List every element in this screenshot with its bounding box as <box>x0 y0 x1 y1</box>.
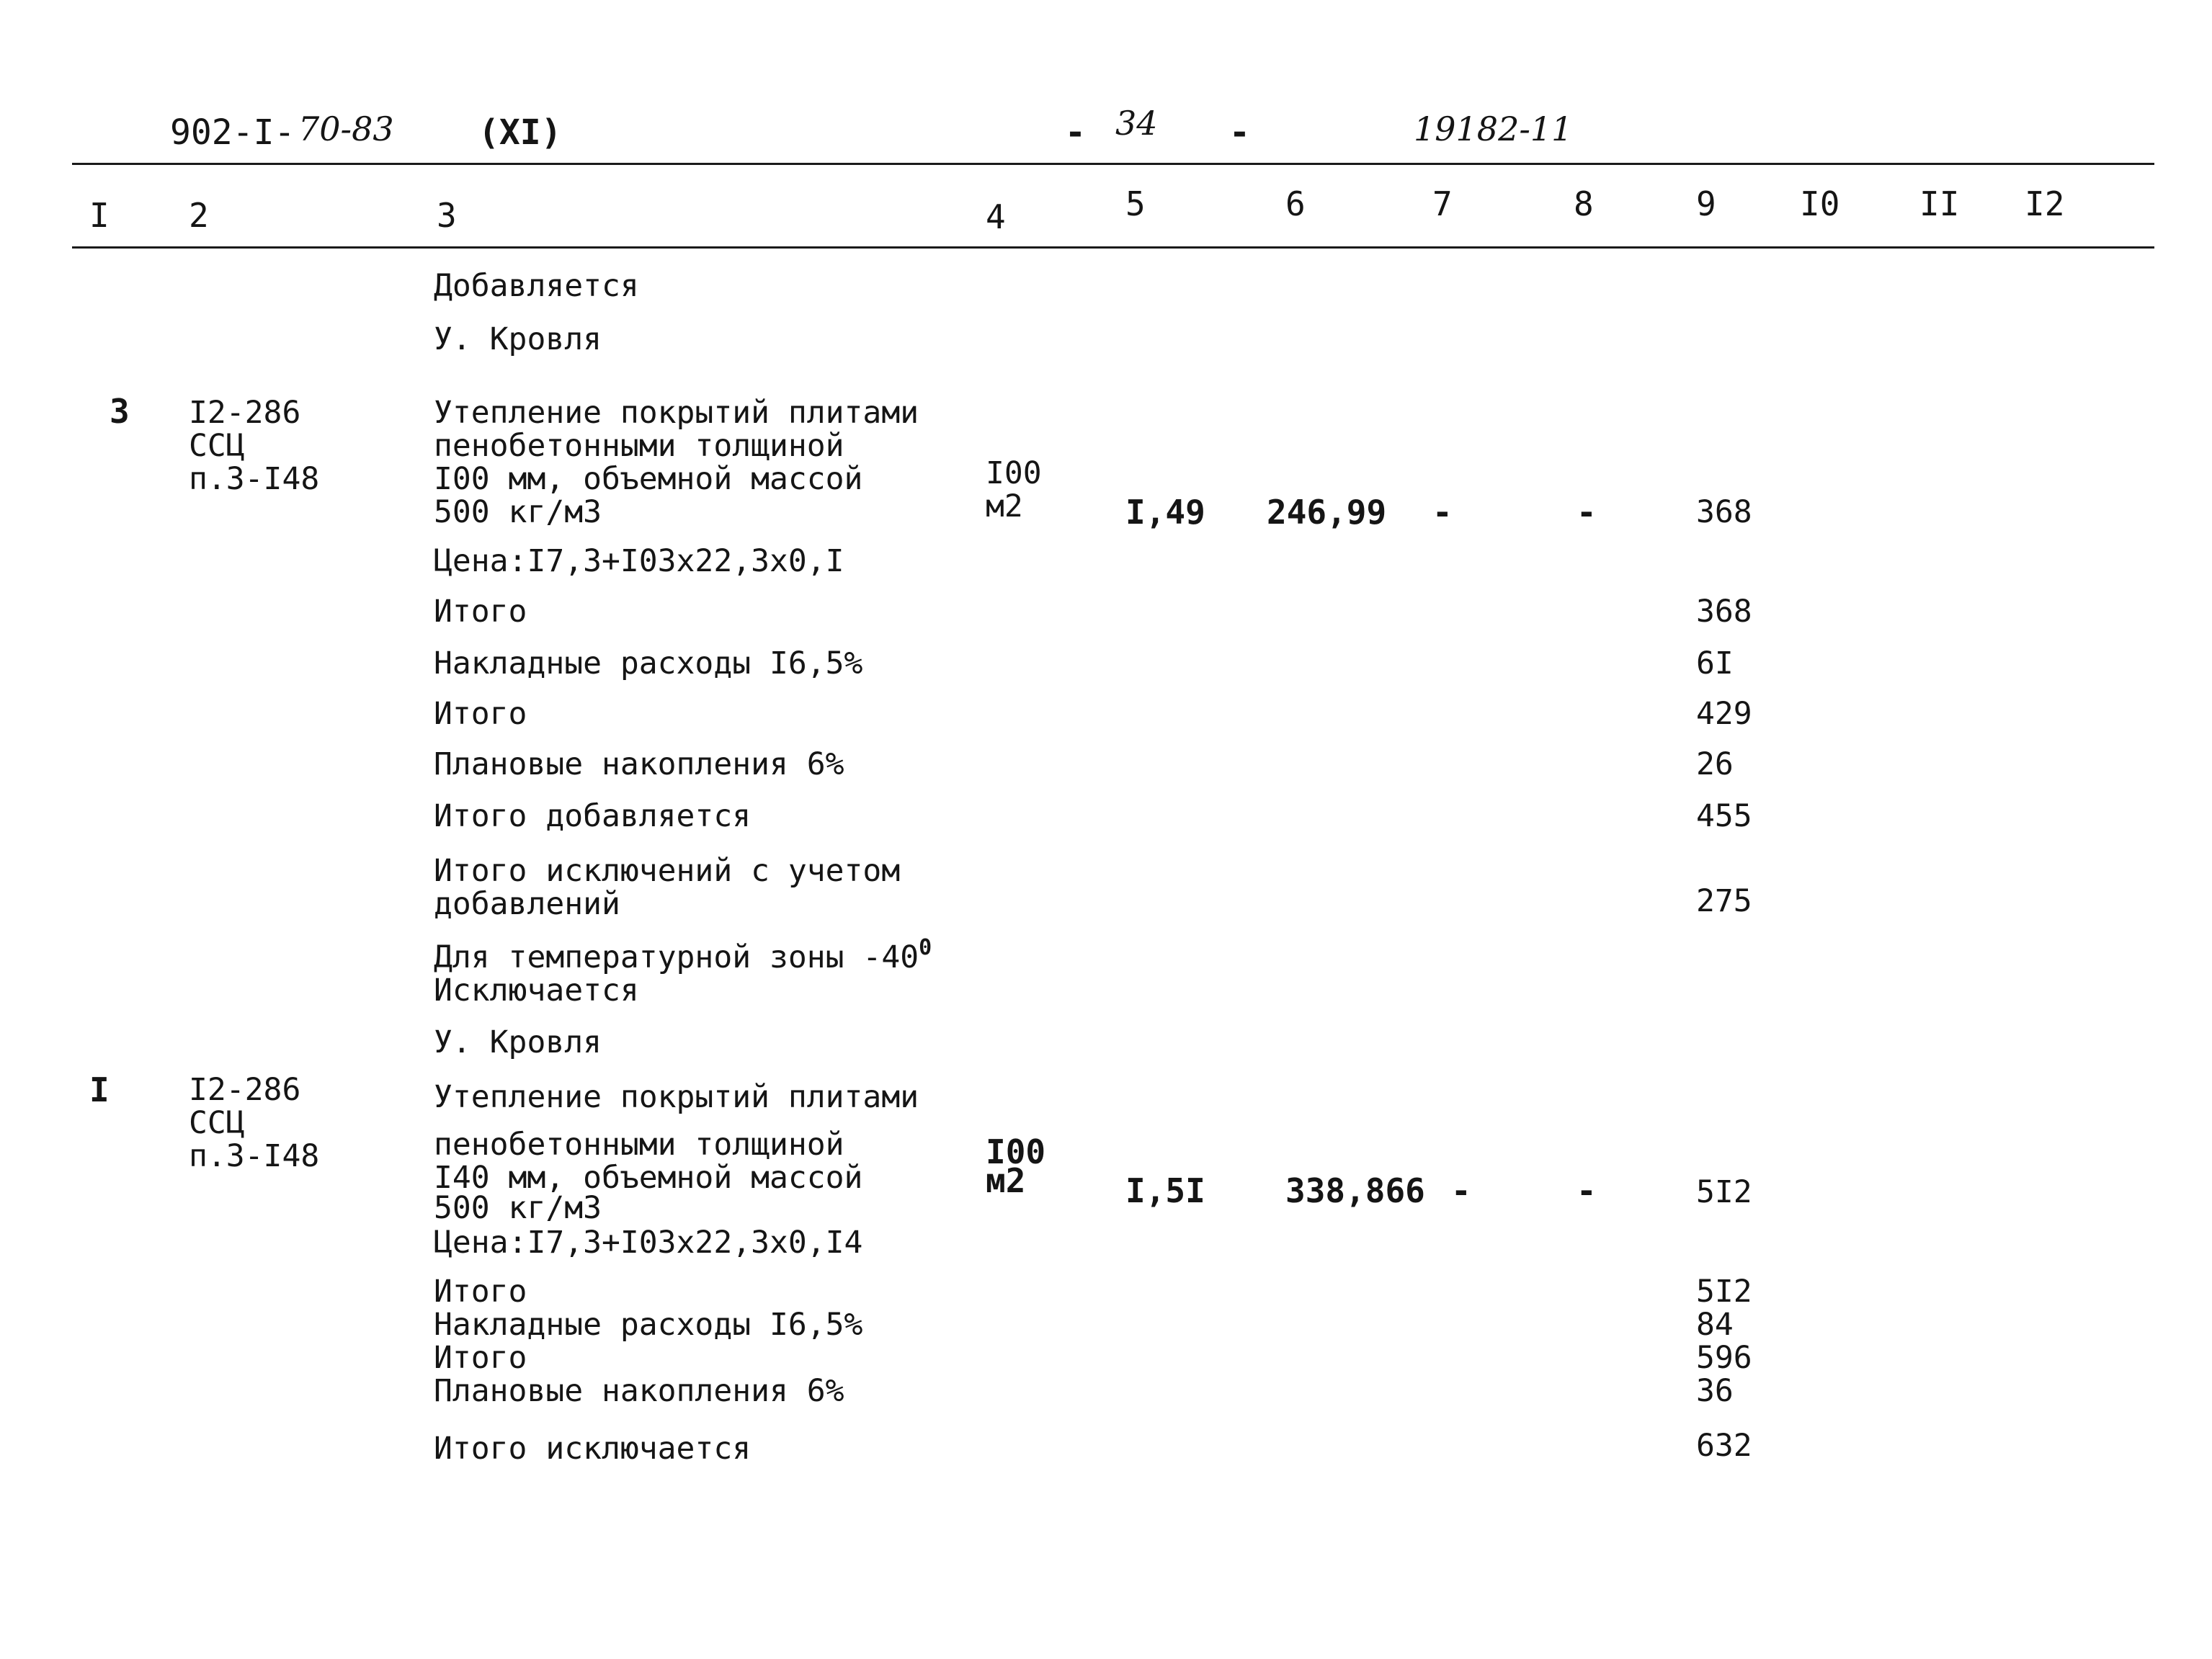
temperature-zone-text: Для температурной зоны -40 <box>434 939 919 975</box>
unit: I00 <box>986 1132 1046 1171</box>
summary-label: Плановые накопления 6% <box>434 746 844 782</box>
degree-mark: 0 <box>919 935 932 960</box>
inventory-number: 19182-11 <box>1414 109 1573 148</box>
unit: м2 <box>986 488 1023 524</box>
summary-value: 368 <box>1696 594 1752 630</box>
column-8-value: - <box>1577 493 1597 532</box>
column-7-value: - <box>1451 1171 1471 1210</box>
final-total-value: 632 <box>1696 1428 1752 1464</box>
total-cost: 368 <box>1696 494 1752 530</box>
column-header: 4 <box>986 197 1006 236</box>
header-rule-bottom <box>72 246 2154 249</box>
summary-value: 596 <box>1696 1340 1752 1376</box>
summary-label: Накладные расходы I6,5% <box>434 1307 863 1343</box>
summary-label: Плановые накопления 6% <box>434 1373 844 1409</box>
summary-label: Итого <box>434 594 527 630</box>
summary-value: 84 <box>1696 1307 1734 1343</box>
rate-code: ССЦ <box>189 1105 245 1141</box>
column-header: 2 <box>189 196 209 235</box>
price-formula: Цена:I7,3+I03х22,3х0,I <box>434 543 844 579</box>
column-header: II <box>1919 184 1960 223</box>
exclusions-total-label: Итого исключений с учетом <box>434 853 901 889</box>
column-header: 3 <box>437 196 457 235</box>
added-heading: Добавляется <box>434 268 639 304</box>
work-description: пенобетонными толщиной <box>434 1127 844 1163</box>
column-header: 9 <box>1696 184 1716 223</box>
document-code: 902-I- <box>170 112 295 153</box>
unit-price: 338,866 <box>1285 1171 1425 1210</box>
column-7-value: - <box>1432 493 1453 532</box>
page-dash-right: - <box>1229 112 1250 153</box>
work-description: Утепление покрытий плитами <box>434 395 919 431</box>
rate-code: ССЦ <box>189 428 245 464</box>
rate-code: п.3-I48 <box>189 1138 320 1174</box>
column-header: 6 <box>1285 184 1306 223</box>
unit: м2 <box>986 1161 1026 1200</box>
total-cost: 5I2 <box>1696 1174 1752 1210</box>
item-number: 3 <box>110 392 130 431</box>
rate-code: I2-286 <box>189 1072 301 1108</box>
work-description: Утепление покрытий плитами <box>434 1079 919 1115</box>
summary-value: 455 <box>1696 798 1752 834</box>
page-dash-left: - <box>1065 112 1086 153</box>
excluded-heading: Исключается <box>434 972 639 1009</box>
summary-value: 429 <box>1696 696 1752 732</box>
unit: I00 <box>986 455 1042 491</box>
unit-price: 246,99 <box>1267 493 1387 532</box>
rate-code: п.3-I48 <box>189 461 320 497</box>
exclusions-total-value: 275 <box>1696 883 1752 919</box>
work-description: 500 кг/м3 <box>434 494 602 530</box>
column-header: I <box>89 196 110 235</box>
album-number: (XI) <box>478 112 562 153</box>
summary-label: Итого <box>434 1274 527 1310</box>
work-description: I40 мм, объемной массой <box>434 1160 863 1196</box>
rate-code: I2-286 <box>189 395 301 431</box>
column-header: I2 <box>2025 184 2065 223</box>
column-header: 5 <box>1125 184 1146 223</box>
chapter-heading: У. Кровля <box>434 1024 602 1060</box>
summary-value: 26 <box>1696 746 1734 782</box>
work-description: пенобетонными толщиной <box>434 428 844 464</box>
summary-label: Итого <box>434 696 527 732</box>
exclusions-total-label: добавлений <box>434 886 620 922</box>
column-8-value: - <box>1577 1171 1597 1210</box>
column-header: I0 <box>1800 184 1840 223</box>
column-header: 7 <box>1432 184 1453 223</box>
header-rule-top <box>72 163 2154 165</box>
work-description: 500 кг/м3 <box>434 1190 602 1226</box>
page-number: 34 <box>1115 104 1158 143</box>
summary-label: Итого <box>434 1340 527 1376</box>
column-header: 8 <box>1574 184 1594 223</box>
price-formula: Цена:I7,3+I03х22,3х0,I4 <box>434 1225 863 1261</box>
summary-value: 5I2 <box>1696 1274 1752 1310</box>
document-code-handwritten: 70-83 <box>298 109 394 148</box>
summary-value: 36 <box>1696 1373 1734 1409</box>
final-total-label: Итого исключается <box>434 1431 752 1467</box>
summary-value: 6I <box>1696 645 1734 681</box>
summary-label: Итого добавляется <box>434 798 752 834</box>
summary-label: Накладные расходы I6,5% <box>434 645 863 681</box>
item-number: I <box>89 1070 110 1109</box>
quantity: I,5I <box>1125 1171 1205 1210</box>
work-description: I00 мм, объемной массой <box>434 461 863 497</box>
chapter-heading: У. Кровля <box>434 321 602 357</box>
quantity: I,49 <box>1125 493 1205 532</box>
